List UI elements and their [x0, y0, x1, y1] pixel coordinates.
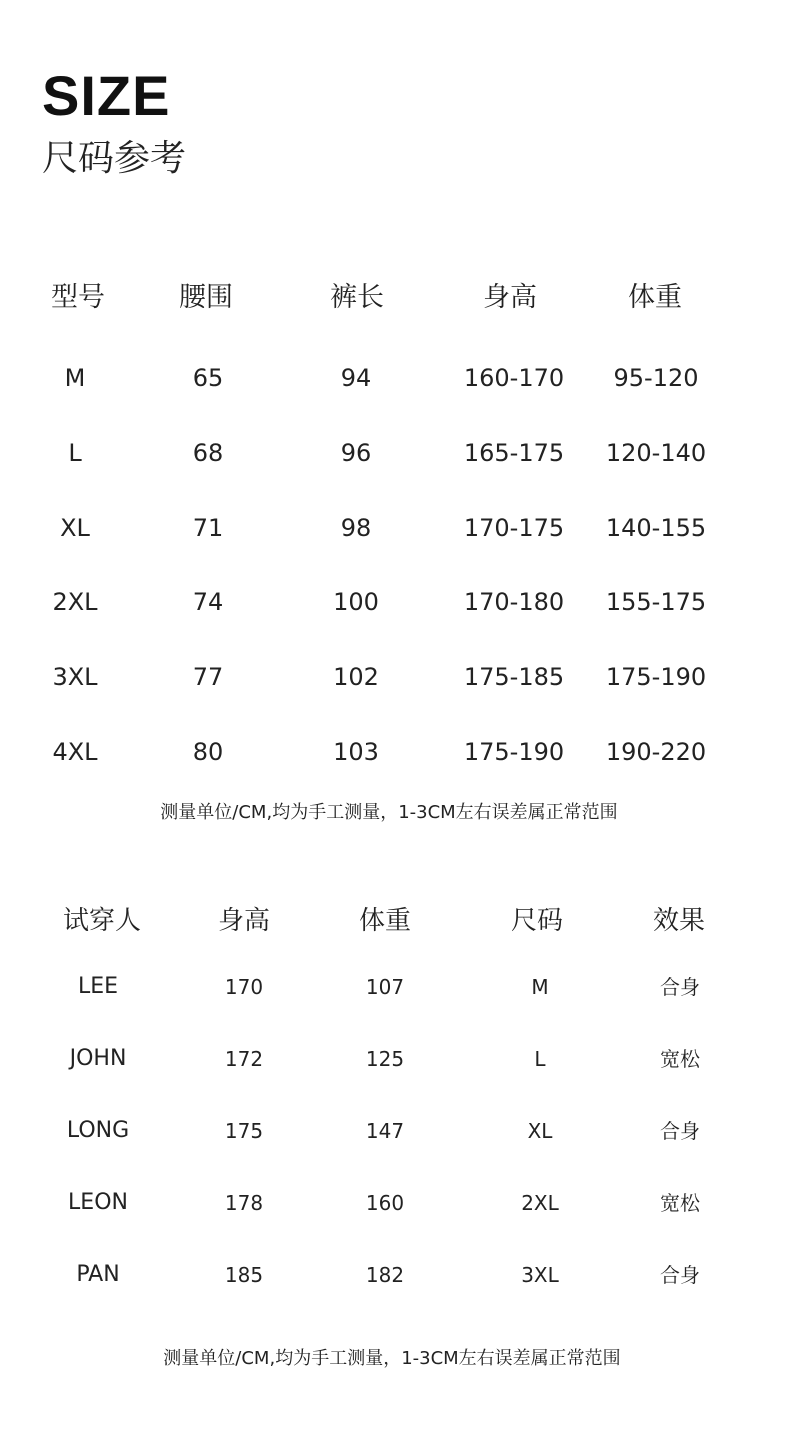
size-cell: 103 — [333, 738, 379, 766]
tryon-cell: L — [534, 1047, 546, 1071]
tryon-measurement-note: 测量单位/CM,均为手工测量，1-3CM左右误差属正常范围 — [163, 1348, 621, 1369]
size-cell: 175-185 — [463, 663, 565, 691]
tryon-cell: 107 — [365, 975, 405, 999]
tryon-header-person: 试穿人 — [62, 906, 142, 936]
size-cell: 96 — [340, 439, 372, 467]
tryon-header-height: 身高 — [217, 906, 271, 936]
size-cell: 102 — [333, 663, 379, 691]
tryon-cell: 175 — [224, 1119, 264, 1143]
size-cell: 160-170 — [463, 364, 565, 392]
size-cell: 140-155 — [605, 514, 707, 542]
page-title: SIZE — [42, 64, 171, 127]
size-cell: 155-175 — [605, 588, 707, 616]
size-cell: 74 — [192, 588, 224, 616]
tryon-cell: XL — [527, 1119, 553, 1143]
size-header-model: 型号 — [51, 282, 105, 313]
size-cell: 175-190 — [605, 663, 707, 691]
size-cell: 94 — [340, 364, 372, 392]
size-cell: M — [64, 364, 86, 392]
tryon-cell: LONG — [66, 1118, 130, 1143]
tryon-cell: 170 — [224, 975, 264, 999]
tryon-cell: M — [531, 975, 549, 999]
size-header-length: 裤长 — [330, 282, 384, 313]
tryon-cell: 182 — [365, 1263, 405, 1287]
tryon-cell: 147 — [365, 1119, 405, 1143]
size-cell: 2XL — [52, 588, 98, 616]
size-header-waist: 腰围 — [179, 282, 233, 313]
tryon-cell: LEE — [77, 974, 119, 999]
tryon-cell: 3XL — [521, 1263, 559, 1287]
size-cell: 3XL — [52, 663, 98, 691]
tryon-cell: 宽松 — [660, 1191, 700, 1215]
tryon-cell: 宽松 — [660, 1047, 700, 1071]
size-cell: 77 — [192, 663, 224, 691]
size-cell: 80 — [192, 738, 224, 766]
size-cell: 68 — [192, 439, 224, 467]
tryon-cell: 178 — [224, 1191, 264, 1215]
size-cell: 65 — [192, 364, 224, 392]
size-cell: 95-120 — [613, 364, 699, 392]
size-cell: 98 — [340, 514, 372, 542]
size-cell: 170-175 — [463, 514, 565, 542]
size-cell: 100 — [333, 588, 379, 616]
size-measurement-note: 测量单位/CM,均为手工测量，1-3CM左右误差属正常范围 — [160, 802, 618, 823]
tryon-cell: 172 — [224, 1047, 264, 1071]
size-header-height: 身高 — [483, 282, 537, 313]
tryon-cell: PAN — [76, 1262, 120, 1287]
size-cell: 71 — [192, 514, 224, 542]
size-cell: XL — [60, 514, 90, 542]
size-header-weight: 体重 — [628, 282, 682, 313]
size-cell: 165-175 — [463, 439, 565, 467]
size-cell: 190-220 — [605, 738, 707, 766]
size-cell: 120-140 — [605, 439, 707, 467]
tryon-cell: 185 — [224, 1263, 264, 1287]
size-cell: 4XL — [52, 738, 98, 766]
tryon-header-weight: 体重 — [358, 906, 412, 936]
page-subtitle: 尺码参考 — [42, 138, 187, 179]
tryon-cell: 合身 — [660, 1119, 700, 1143]
tryon-cell: 合身 — [660, 975, 700, 999]
size-cell: 175-190 — [463, 738, 565, 766]
tryon-cell: 2XL — [521, 1191, 559, 1215]
tryon-cell: 合身 — [660, 1263, 700, 1287]
size-cell: 170-180 — [463, 588, 565, 616]
tryon-cell: 125 — [365, 1047, 405, 1071]
tryon-header-size: 尺码 — [510, 906, 564, 936]
tryon-cell: 160 — [365, 1191, 405, 1215]
tryon-cell: LEON — [68, 1190, 128, 1215]
size-cell: L — [68, 439, 82, 467]
tryon-cell: JOHN — [69, 1046, 127, 1071]
tryon-header-effect: 效果 — [652, 906, 706, 936]
